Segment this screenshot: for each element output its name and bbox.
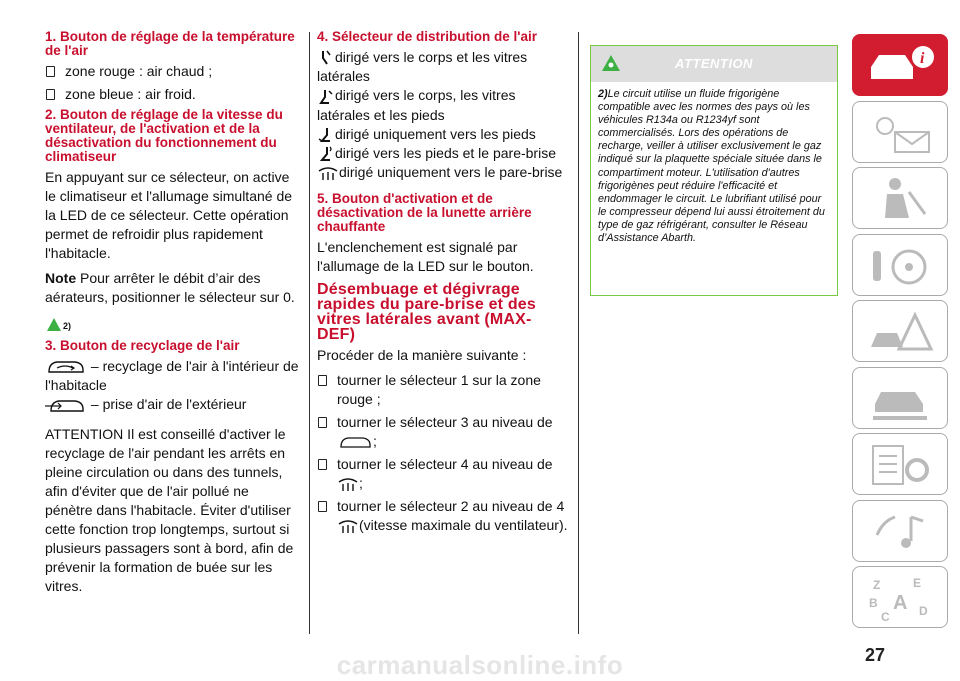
distribution-item: dirigé vers le corps et les vitres latérales [317,49,528,85]
windscreen-defrost-icon [337,518,359,534]
bullet-box-icon [318,501,327,512]
warning-triangle-icon [47,318,61,331]
tab-maintenance[interactable] [852,433,948,495]
section-2-title: 2. Bouton de réglage de la vitesse du ventilateur, de l'activation et de la désactivation du fonctionnement du climatiseur [45,107,283,164]
index-letters-icon [865,573,937,623]
list-item: tourner le sélecteur 3 au niveau de ; [317,413,569,451]
list-item: tourner le sélecteur 1 sur la zone rouge ; [317,371,569,409]
list-item: zone bleue : air froid. [45,85,300,104]
tab-car-lift[interactable] [852,367,948,429]
crash-triangle-icon [865,307,937,357]
bullet-box-icon [46,66,55,77]
airflow-feet-icon [317,126,335,144]
windscreen-defrost-icon [337,476,359,492]
section-5-text: L'enclenchement est signalé par l'allumage de la LED sur le bouton. [317,239,534,275]
windscreen-defrost-icon [317,165,339,181]
index-letter: C [881,610,890,623]
bullet-box-icon [46,89,55,100]
tab-airbag-seat[interactable] [852,167,948,229]
attention-body [591,82,837,245]
index-letter: A [893,592,908,614]
note-text: Pour arrêter le débit d’air des aérateurs, positionner le sélecteur sur 0. [45,270,295,305]
car-info-icon [865,41,937,91]
attention-title: ATTENTION [675,56,753,71]
tab-warning-lights[interactable] [852,101,948,163]
recirculation-icon [45,358,87,376]
distribution-item: dirigé uniquement vers le pare-brise [317,163,569,182]
recirculation-warning-text: ATTENTION Il est conseillé d'activer le recyclage de l'air pendant les arrêts en pleine circulation ou dans des tunnels, afin d'éviter que de l'air pollué ne pénètre dans l'habitacle. Éviter d'utiliser cette fonction trop longtemps, surtout si plusieurs passagers sont à bord, afin de prévenir la formation de buée sur les vitres. [45,425,294,594]
car-lift-icon [865,374,937,424]
tab-car-info[interactable] [852,34,948,96]
multimedia-icon [865,507,937,557]
index-letter: B [869,596,878,610]
warning-reference [47,313,300,331]
page-number: 27 [865,645,886,665]
outside-air-icon [337,434,373,450]
list-item: tourner le sélecteur 4 au niveau de ; [317,455,569,493]
list-item: zone rouge : air chaud ; [45,62,300,81]
key-steering-icon [865,241,937,291]
index-letter: D [919,604,928,618]
column-divider [578,32,579,634]
maxdef-intro: Procéder de la manière suivante : [317,347,527,364]
tab-emergency[interactable] [852,300,948,362]
maintenance-icon [865,440,937,490]
section-4-title: 4. Sélecteur de distribution de l'air [317,29,538,44]
attention-ref: 2) [598,88,608,100]
watermark: carmanualsonline.info [336,650,624,680]
bullet-box-icon [318,417,327,428]
tab-multimedia[interactable] [852,500,948,562]
tab-index[interactable] [852,566,948,628]
chapter-tabs [852,34,948,633]
section-3-title: 3. Bouton de recyclage de l'air [45,338,240,353]
attention-text: Le circuit utilise un fluide frigorigène compatible avec les normes des pays où les véhicules R134a ou R1234yf sont commercialisés. Lors des opérations de recharge, veiller à utiliser exclusivement le gaz indiqué sur la plaquette spéciale située dans le compartiment moteur. L'utilisation d'autres frigorigènes peut réduire l'efficacité et endommager le circuit. Le lubrifiant utilisé pour le compresseur dépend lui aussi étroitement du type de gaz réfrigérant, consulter le Réseau d’Assistance Abarth. [598,88,825,245]
distribution-item: dirigé vers les pieds et le pare-brise [317,144,569,163]
outside-air-icon [45,397,87,415]
column-divider [309,32,310,634]
section-2-text: En appuyant sur ce sélecteur, on active le climatiseur et l'allumage simultané de la LED de ce sélecteur. Cette opération permet de refroidir plus rapidement l'habitacle. [45,169,293,261]
airflow-feet-windscreen-icon [317,145,335,163]
attention-header [591,46,837,82]
list-item: tourner le sélecteur 2 au niveau de 4 (vitesse maximale du ventilateur). [317,497,569,535]
note-label: Note [45,270,77,286]
tab-key-steering[interactable] [852,234,948,296]
maxdef-title: Désembuage et dégivrage rapides du pare-brise et des vitres latérales avant (MAX-DEF) [317,281,537,344]
warning-lights-icon [865,108,937,158]
recirculation-line: – recyclage de l'air à l'intérieur de l'habitacle [45,358,299,394]
airflow-face-feet-icon [317,88,335,106]
column-left [45,30,300,596]
index-letter: E [913,576,922,590]
distribution-item: dirigé vers le corps, les vitres latérales et les pieds [317,87,516,123]
svg-text:i: i [920,50,925,67]
attention-box [590,45,838,296]
section-5-title: 5. Bouton d'activation et de désactivation de la lunette arrière chauffante [317,191,532,235]
bullet-box-icon [318,459,327,470]
distribution-item: dirigé uniquement vers les pieds [317,125,569,144]
section-1-title: 1. Bouton de réglage de la température de l'air [45,29,295,58]
airbag-seat-icon [865,174,937,224]
column-middle [317,30,569,539]
footnote-ref: 2) [63,321,72,331]
outside-air-line: – prise d'air de l'extérieur [45,395,300,414]
note-paragraph [45,269,300,307]
bullet-box-icon [318,375,327,386]
airflow-face-icon [317,49,335,67]
index-letter: Z [873,578,881,592]
